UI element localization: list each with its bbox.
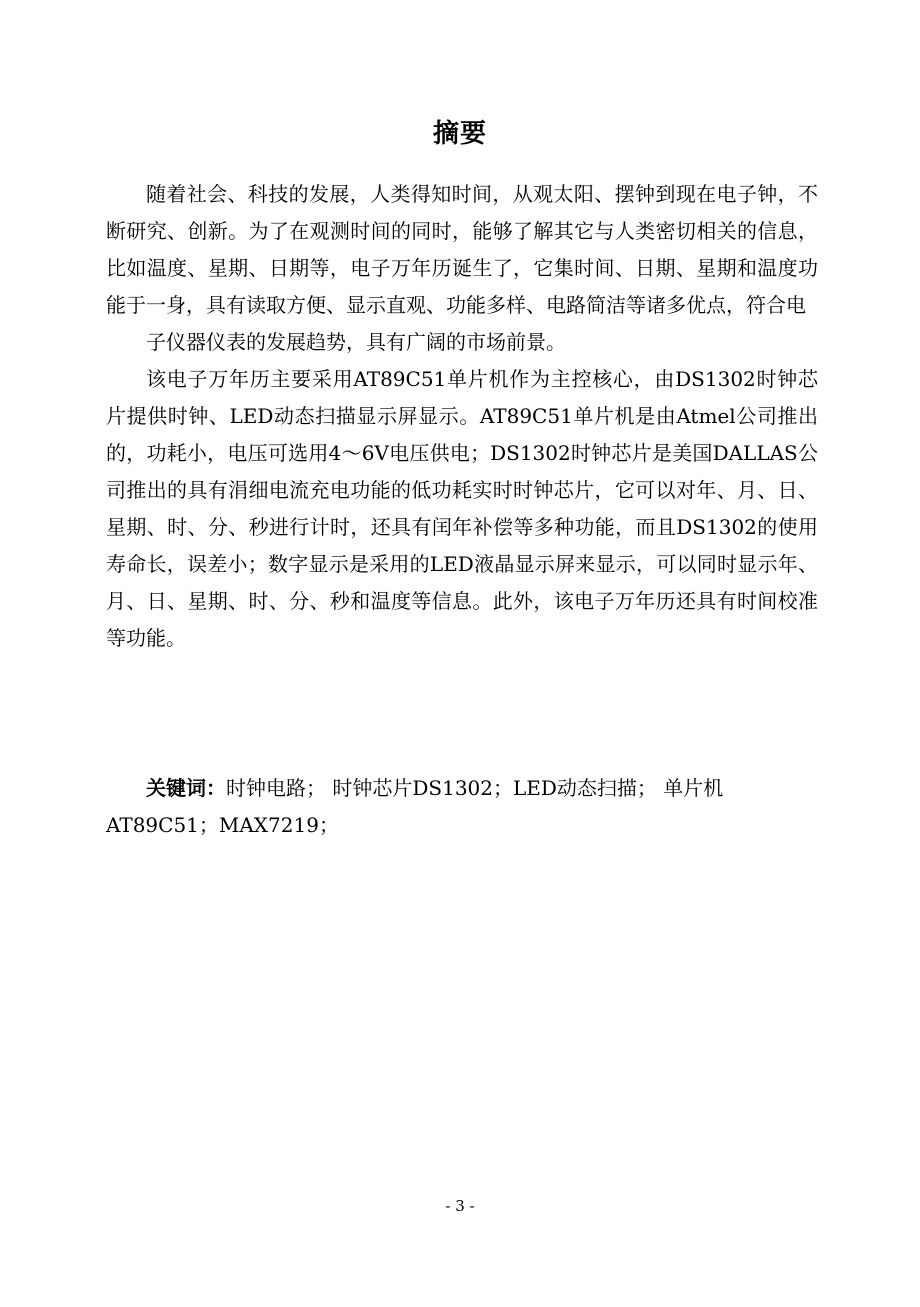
abstract-paragraph-3: 该电子万年历主要采用AT89C51单片机作为主控核心，由DS1302时钟芯片提供时钟、LED动态扫描显示屏显示。AT89C51单片机是由Atmel公司推出的，功耗小，电压可选用4～6V电压供电；DS1302时钟芯片是美国DALLAS公司推出的具有涓细电流充电功能的低功耗实时时钟芯片，它可以对年、月、日、星期、时、分、秒进行计时，还具有闰年补偿等多种功能，而且DS1302的使用寿命长，误差小；数字显示是采用的LED液晶显示屏来显示，可以同时显示年、月、日、星期、时、分、秒和温度等信息。此外，该电子万年历还具有时间校准等功能。: [106, 367, 818, 650]
keywords-text: 时钟电路； 时钟芯片DS1302；LED动态扫描； 单片机AT89C51；MAX7219；: [106, 776, 724, 837]
keywords-line: [106, 770, 818, 844]
abstract-paragraph-1: 随着社会、科技的发展，人类得知时间，从观太阳、摆钟到现在电子钟，不断研究、创新。为了在观测时间的同时，能够了解其它与人类密切相关的信息，比如温度、星期、日期等，电子万年历诞生了，它集时间、日期、星期和温度功能于一身，具有读取方便、显示直观、功能多样、电路简洁等诸多优点，符合电: [106, 182, 818, 317]
keywords-label: 关键词：: [146, 776, 226, 800]
abstract-body: [106, 176, 818, 657]
abstract-paragraph-2: 子仪器仪表的发展趋势，具有广阔的市场前景。: [146, 330, 566, 354]
page-number: - 3 -: [445, 1197, 475, 1215]
keywords-section: [106, 770, 818, 844]
page-title: 摘要: [432, 119, 487, 149]
